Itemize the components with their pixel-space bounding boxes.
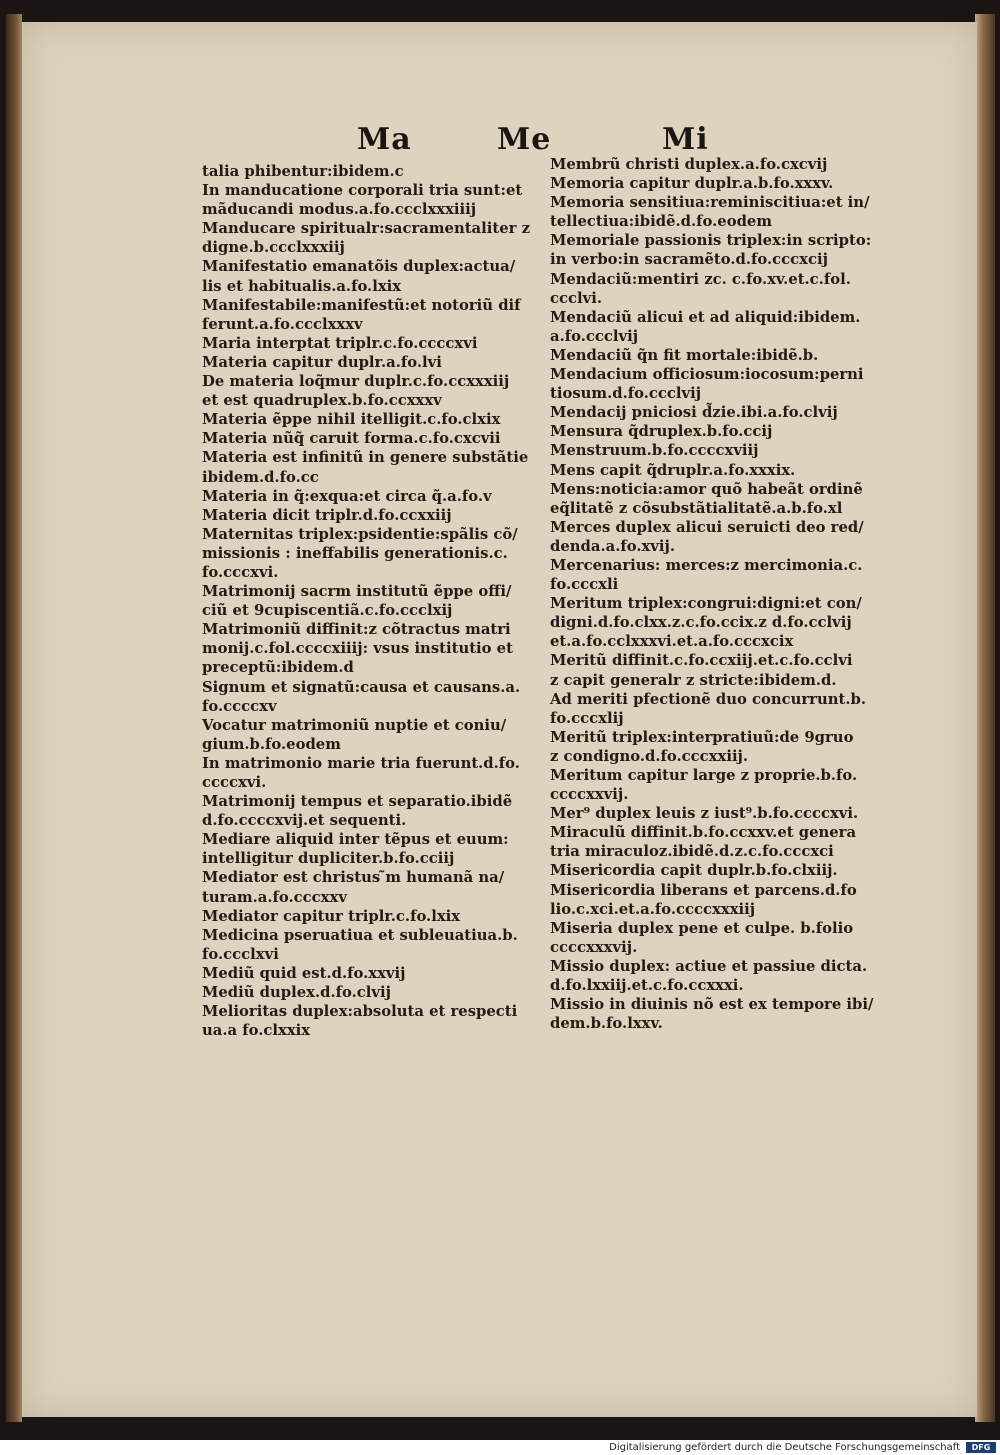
index-entry-line: d.fo.lxxiij.et.c.fo.ccxxxi. [550, 977, 744, 995]
index-entry-line: Memoria sensitiua:reminiscitiua:et in/ [550, 194, 870, 212]
index-entry-line: Materia nũq̃ caruit forma.c.fo.cxcvii [202, 430, 501, 448]
index-entry-line: Medicina pseruatiua et subleuatiua.b. [202, 926, 518, 944]
index-entry-line: fo.cccxli [550, 576, 619, 594]
index-entry-line: Meritũ triplex:interpratiuũ:de 9gruo [550, 728, 854, 746]
index-entry-line: Mediator capitur triplr.c.fo.lxix [202, 907, 461, 925]
index-entry-line: Mendacium officiosum:iocosum:perni [550, 366, 864, 384]
index-entry-line: Manducare spiritualr:sacramentaliter z [202, 220, 530, 238]
index-entry-line: tiosum.d.fo.ccclvij [550, 385, 702, 403]
index-entry-line: Mediare aliquid inter tẽpus et euum: [202, 831, 509, 849]
index-entry-line: Misericordia capit duplr.b.fo.clxiij. [550, 862, 838, 880]
index-entry-line: Mens capit q̃druplr.a.fo.xxxix. [550, 461, 796, 479]
index-entry-line: lis et habitualis.a.fo.lxix [202, 277, 402, 295]
index-entry-line: ccccxxvij. [550, 786, 629, 804]
index-entry-line: Membrũ christi duplex.a.fo.cxcvij [550, 156, 828, 173]
index-entry-line: ua.a fo.clxxix [202, 1022, 311, 1040]
book-edge-right [975, 14, 995, 1422]
running-head-2: Me [497, 122, 552, 157]
index-entry-line: et est quadruplex.b.fo.ccxxxv [202, 392, 442, 410]
index-entry-line: Meritum capitur large z proprie.b.fo. [550, 767, 858, 784]
footer-bar [0, 1440, 1000, 1455]
index-entry-line: et.a.fo.cclxxxvi.et.a.fo.cccxcix [550, 633, 794, 651]
index-entry-line: Materia capitur duplr.a.fo.lvi [202, 353, 442, 371]
index-entry-line: missionis : ineffabilis generationis.c. [202, 544, 508, 562]
index-entry-line: Mediator est christus ̃m humanã na/ [202, 869, 505, 887]
index-entry-line: talia phibentur:ibidem.c [202, 163, 404, 180]
index-entry-line: ccclvi. [550, 289, 603, 307]
index-entry-line: Ad meriti pfectionẽ duo concurrunt.b. [550, 690, 866, 708]
index-entry-line: gium.b.fo.eodem [202, 735, 341, 753]
index-entry-line: Mediũ quid est.d.fo.xxvij [202, 964, 406, 982]
index-entry-line: a.fo.ccclvij [550, 327, 639, 345]
index-entry-line: Missio duplex: actiue et passiue dicta. [550, 957, 868, 975]
index-entry-line: Mediũ duplex.d.fo.clvij [202, 984, 391, 1002]
index-entry-line: Materia dicit triplr.d.fo.ccxxiij [202, 506, 452, 524]
index-entry-line: Miraculũ diffinit.b.fo.ccxxv.et genera [550, 824, 857, 842]
index-column-right [550, 155, 930, 1033]
index-entry-line: in verbo:in sacramẽto.d.fo.cccxcij [550, 251, 828, 269]
running-head-1: Ma [357, 122, 412, 157]
index-entry-line: Misericordia liberans et parcens.d.fo [550, 881, 857, 899]
index-entry-line: turam.a.fo.cccxxv [202, 888, 347, 906]
index-entry-line: Materia in q̃:exqua:et circa q̃.a.fo.v [202, 487, 492, 505]
index-entry-line: Meritũ diffinit.c.fo.ccxiij.et.c.fo.cclvi [550, 652, 853, 670]
index-entry-line: Missio in diuinis nõ est ex tempore ibi/ [550, 996, 874, 1014]
index-entry-line: digne.b.ccclxxxiij [202, 239, 345, 257]
index-entry-line: Miseria duplex pene et culpe. b.folio [550, 919, 854, 937]
index-entry-line: Menstruum.b.fo.ccccxviij [550, 442, 759, 460]
index-entry-line: z condigno.d.fo.cccxxiij. [550, 747, 749, 765]
index-entry-line: De materia loq̃mur duplr.c.fo.ccxxxiij [202, 373, 510, 391]
dfg-logo-icon: DFG [966, 1442, 996, 1453]
index-entry-line: Manifestabile:manifestũ:et notoriũ dif [202, 296, 521, 314]
index-entry-line: monij.c.fol.ccccxiiij: vsus institutio et [202, 640, 513, 658]
index-entry-line: z capit generalr z stricte:ibidem.d. [550, 671, 837, 689]
index-entry-line: dem.b.fo.lxxv. [550, 1015, 663, 1033]
index-entry-line: mãducandi modus.a.fo.ccclxxxiiij [202, 201, 477, 219]
index-entry-line: ciũ et 9cupiscentiã.c.fo.ccclxij [202, 602, 453, 620]
index-entry-line: Meritum triplex:congrui:digni:et con/ [550, 595, 862, 613]
index-entry-line: Merces duplex alicui seruicti deo red/ [550, 518, 864, 536]
index-entry-line: Mer⁹ duplex leuis z iust⁹.b.fo.ccccxvi. [550, 805, 859, 823]
index-entry-line: ferunt.a.fo.ccclxxxv [202, 315, 363, 333]
index-entry-line: Maternitas triplex:psidentie:spãlis cõ/ [202, 525, 518, 543]
index-column-left [202, 162, 542, 1040]
book-edge-left [6, 14, 22, 1422]
index-entry-line: ccccxxxvij. [550, 938, 638, 956]
funding-credit: Digitalisierung gefördert durch die Deutsche Forschungsgemeinschaft [609, 1442, 960, 1453]
index-entry-line: ibidem.d.fo.cc [202, 468, 319, 486]
index-entry-line: Signum et signatũ:causa et causans.a. [202, 678, 521, 696]
index-entry-line: tellectiua:ibidẽ.d.fo.eodem [550, 213, 773, 231]
index-entry-line: Matrimonij sacrm institutũ ẽppe offi/ [202, 583, 512, 601]
index-entry-line: Matrimonij tempus et separatio.ibidẽ [202, 793, 513, 811]
index-entry-line: Manifestatio emanatõis duplex:actua/ [202, 258, 516, 276]
index-entry-line: Mendaciũ q̃n fit mortale:ibidẽ.b. [550, 346, 819, 364]
index-entry-line: preceptũ:ibidem.d [202, 659, 354, 677]
index-entry-line: In matrimonio marie tria fuerunt.d.fo. [202, 754, 520, 772]
index-entry-line: tria miraculoz.ibidẽ.d.z.c.fo.cccxci [550, 843, 834, 861]
index-entry-line: fo.cccxlij [550, 709, 624, 727]
index-entry-line: Memoriale passionis triplex:in scripto: [550, 232, 872, 250]
index-entry-line: denda.a.fo.xvij. [550, 537, 676, 555]
index-entry-line: lio.c.xci.et.a.fo.ccccxxxiij [550, 900, 756, 918]
index-entry-line: Maria interptat triplr.c.fo.ccccxvi [202, 334, 478, 352]
index-entry-line: Materia ẽppe nihil itelligit.c.fo.clxix [202, 411, 501, 429]
index-entry-line: In manducatione corporali tria sunt:et [202, 182, 523, 200]
index-entry-line: Materia est infinitũ in genere substãtie [202, 449, 529, 467]
index-entry-line: fo.ccccxv [202, 697, 277, 715]
index-entry-line: Melioritas duplex:absoluta et respecti [202, 1003, 518, 1021]
index-entry-line: Vocatur matrimoniũ nuptie et coniu/ [202, 716, 507, 734]
index-entry-line: Mensura q̃druplex.b.fo.ccij [550, 423, 773, 441]
index-entry-line: Mens:noticia:amor quõ habeãt ordinẽ [550, 480, 863, 498]
index-entry-line: d.fo.ccccxvij.et sequenti. [202, 812, 407, 830]
index-entry-line: Mendaciũ alicui et ad aliquid:ibidem. [550, 308, 861, 326]
index-entry-line: digni.d.fo.clxx.z.c.fo.ccix.z d.fo.cclvij [550, 614, 852, 632]
book-page [22, 22, 977, 1417]
index-entry-line: ccccxvi. [202, 774, 267, 791]
index-entry-line: fo.ccclxvi [202, 945, 279, 963]
index-entry-line: Mendaciũ:mentiri zc. c.fo.xv.et.c.fol. [550, 270, 851, 288]
index-entry-line: fo.cccxvi. [202, 563, 279, 581]
index-entry-line: Matrimoniũ diffinit:z cõtractus matri [202, 621, 511, 639]
index-entry-line: Mercenarius: merces:z mercimonia.c. [550, 556, 863, 574]
index-entry-line: eq̃litatẽ z cõsubstãtialitatẽ.a.b.fo.xl [550, 499, 843, 517]
index-entry-line: Memoria capitur duplr.a.b.fo.xxxv. [550, 175, 834, 193]
index-entry-line: Mendacij pniciosi d̃zie.ibi.a.fo.clvij [550, 404, 838, 422]
running-head-3: Mi [662, 122, 709, 157]
index-entry-line: intelligitur dupliciter.b.fo.cciij [202, 850, 455, 868]
